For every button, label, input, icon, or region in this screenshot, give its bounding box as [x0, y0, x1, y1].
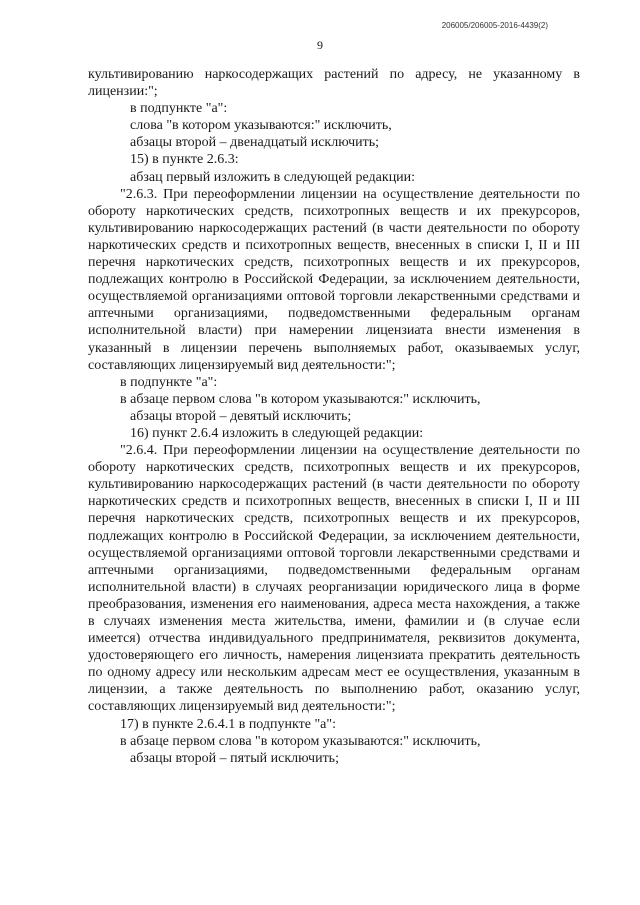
paragraph: абзац первый изложить в следующей редакции: [130, 169, 416, 185]
paragraph: в абзаце первом слова "в котором указываются:" исключить, [120, 391, 481, 407]
paragraph: 17) в пункте 2.6.4.1 в подпункте "а": [120, 716, 336, 732]
page-number: 9 [317, 38, 323, 52]
document-body [88, 66, 580, 767]
paragraph: в подпункте "а": [130, 101, 228, 117]
paragraph: 15) в пункте 2.6.3: [130, 152, 239, 168]
paragraph: абзацы второй – девятый исключить; [130, 408, 352, 424]
paragraph: 16) пункт 2.6.4 изложить в следующей редакции: [130, 425, 424, 441]
paragraph: абзацы второй – пятый исключить; [130, 750, 339, 766]
paragraph: культивированию наркосодержащих растений по адресу, не указанному в лицензии:"; [88, 67, 580, 100]
document-id: 206005/206005-2016-4439(2) [441, 21, 548, 30]
paragraph: "2.6.4. При переоформлении лицензии на осуществление деятельности по обороту наркотических средств, психотропных веществ и их прекурсоров, культивированию наркосодержащих растений (в части деятельности по обороту наркотических средств и психотропных веществ, внесенных в списки I, II и III перечня наркотических средств, психотропных веществ и их прекурсоров, подлежащих контролю в Российской Федерации, за исключением деятельности, осуществляемой организациями оптовой торговли лекарственными средствами и аптечными организациями, подведомственными федеральным органам исполнительной власти) в случаях реорганизации юридического лица в форме преобразования, изменения его наименования, адреса места нахождения, а также в случаях изменения места жительства, имени, фамилии и (в случае если имеется) отчества индивидуального предпринимателя, реквизитов документа, удостоверяющего его личность, намерения лицензиата прекратить деятельность по одному адресу или нескольким адресам мест ее осуществления, указанным в лицензии, а также деятельность по выполнению работ, оказанию услуг, составляющих лицензируемый вид деятельности:"; [88, 443, 580, 715]
paragraph: слова "в котором указываются:" исключить, [130, 118, 392, 134]
paragraph: в абзаце первом слова "в котором указываются:" исключить, [120, 733, 481, 749]
paragraph: "2.6.3. При переоформлении лицензии на осуществление деятельности по обороту наркотических средств, психотропных веществ и их прекурсоров, культивированию наркосодержащих растений (в части деятельности по обороту наркотических средств и психотропных веществ, внесенных в списки I, II и III перечня наркотических средств, психотропных веществ и их прекурсоров, подлежащих контролю в Российской Федерации, за исключением деятельности, осуществляемой организациями оптовой торговли лекарственными средствами и аптечными организациями, подведомственными федеральным органам исполнительной власти) при намерении лицензиата внести изменения в указанный в лицензии перечень выполняемых работ, оказываемых услуг, составляющих лицензируемый вид деятельности:"; [88, 186, 580, 373]
paragraph: в подпункте "а": [120, 374, 218, 390]
paragraph: абзацы второй – двенадцатый исключить; [130, 135, 380, 151]
